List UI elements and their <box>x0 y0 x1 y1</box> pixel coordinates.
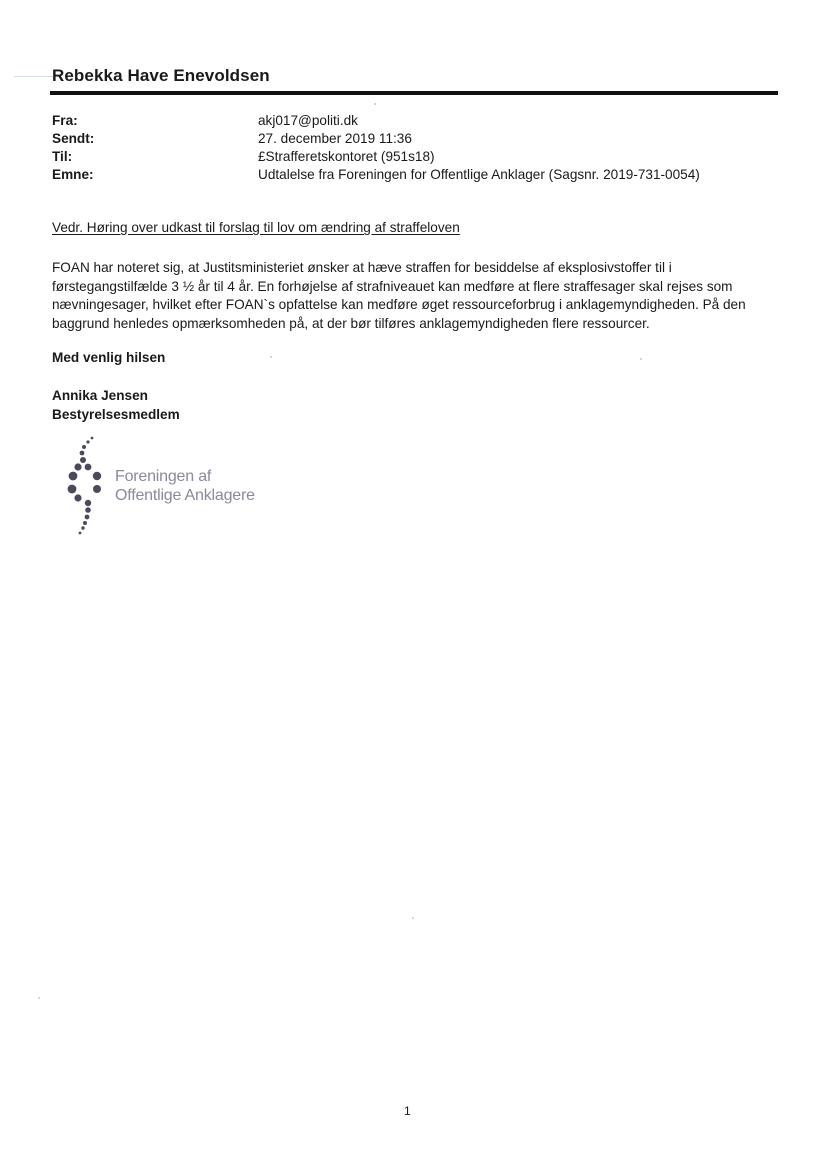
meta-row-from <box>52 112 700 130</box>
meta-label: Til: <box>52 149 73 164</box>
meta-label: Sendt: <box>52 131 95 146</box>
header-divider <box>50 91 778 95</box>
scan-speck <box>270 356 272 358</box>
email-meta <box>52 112 700 184</box>
letter-subject: Vedr. Høring over udkast til forslag til lov om ændring af straffeloven <box>52 220 460 235</box>
meta-row-subject <box>52 166 700 184</box>
sender-name: Rebekka Have Enevoldsen <box>52 66 270 85</box>
body-line: førstegangstilfælde 3 ½ år til 4 år. En forhøjelse af strafniveauet kan medføre at flere straffesager skal rejses som <box>52 278 733 294</box>
body-line: nævningesager, hvilket efter FOAN`s opfattelse kan medføre øget ressourceforbrug i anklagemyndigheden. På den <box>52 297 746 312</box>
from-address: akj017@politi.dk <box>258 113 358 128</box>
signer-title: Bestyrelsesmedlem <box>52 407 180 422</box>
meta-row-sent <box>52 130 700 148</box>
body-line: baggrund henledes opmærksomheden på, at der bør tilføres anklagemyndigheden flere ressourcer. <box>52 315 650 331</box>
to-recipient: £Strafferetskontoret (951s18) <box>258 149 435 164</box>
signer-name: Annika Jensen <box>52 388 148 403</box>
body-line: FOAN har noteret sig, at Justitsministeriet ønsker at hæve straffen for besiddelse af eksplosivstoffer til i <box>52 260 672 275</box>
scan-speck <box>640 358 642 360</box>
logo-text-line1: Foreningen af <box>115 468 212 485</box>
meta-row-to <box>52 148 700 166</box>
logo-text-line2: Offentlige Anklagere <box>115 487 255 504</box>
meta-label: Fra: <box>52 113 78 128</box>
scan-speck <box>374 103 376 105</box>
sent-date: 27. december 2019 11:36 <box>258 131 412 146</box>
page-number: 1 <box>404 1104 411 1118</box>
meta-label: Emne: <box>52 167 94 182</box>
email-subject: Udtalelse fra Foreningen for Offentlige Anklager (Sagsnr. 2019-731-0054) <box>258 167 700 182</box>
scan-artifact-rule <box>14 76 54 77</box>
closing-greeting: Med venlig hilsen <box>52 350 166 365</box>
letter-body <box>52 259 772 333</box>
scan-speck <box>412 917 414 919</box>
scan-speck <box>38 997 40 999</box>
